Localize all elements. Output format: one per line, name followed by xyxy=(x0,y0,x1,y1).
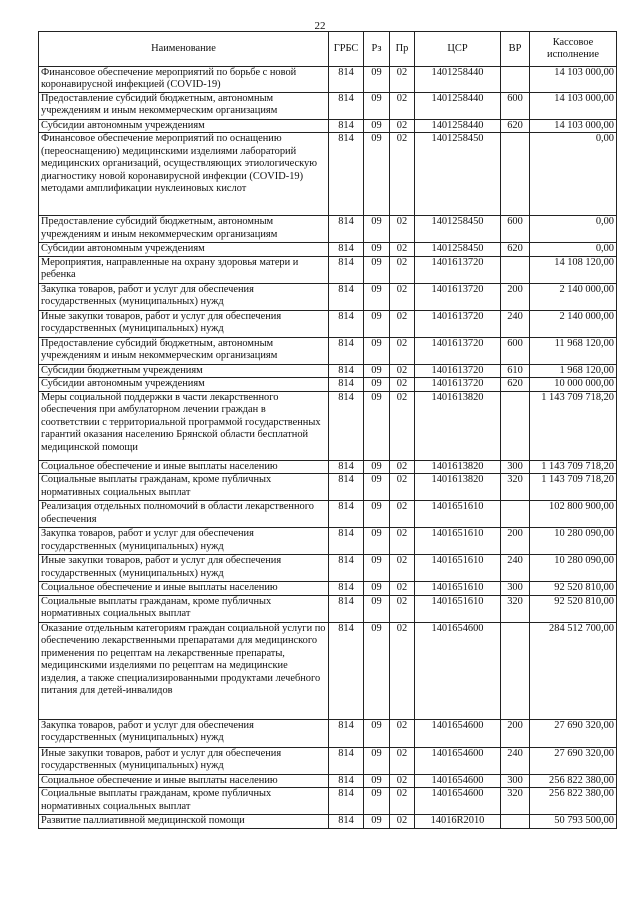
cell-grbs: 814 xyxy=(329,460,364,473)
page-number: 22 xyxy=(314,20,326,32)
cell-grbs: 814 xyxy=(329,133,364,216)
table-row xyxy=(39,120,617,133)
cell-name: Субсидии автономным учреждениям xyxy=(39,120,329,133)
cell-grbs: 814 xyxy=(329,337,364,364)
cell-rz: 09 xyxy=(364,364,390,377)
cell-vr xyxy=(501,391,530,460)
cell-csr: 1401258440 xyxy=(415,93,501,120)
cell-grbs: 814 xyxy=(329,120,364,133)
cell-vr: 620 xyxy=(501,243,530,256)
cell-grbs: 814 xyxy=(329,243,364,256)
cell-vr: 300 xyxy=(501,582,530,595)
cell-sum: 10 280 090,00 xyxy=(530,528,617,555)
cell-rz: 09 xyxy=(364,93,390,120)
cell-sum: 2 140 000,00 xyxy=(530,283,617,310)
cell-pr: 02 xyxy=(390,378,415,391)
cell-grbs: 814 xyxy=(329,216,364,243)
cell-rz: 09 xyxy=(364,595,390,622)
cell-grbs: 814 xyxy=(329,474,364,501)
cell-pr: 02 xyxy=(390,337,415,364)
cell-grbs: 814 xyxy=(329,582,364,595)
cell-name: Иные закупки товаров, работ и услуг для обеспечения государственных (муниципальных) нужд xyxy=(39,747,329,774)
cell-pr: 02 xyxy=(390,391,415,460)
cell-csr: 1401654600 xyxy=(415,788,501,815)
cell-rz: 09 xyxy=(364,67,390,93)
cell-rz: 09 xyxy=(364,815,390,828)
cell-pr: 02 xyxy=(390,120,415,133)
cell-name: Оказание отдельным категориям граждан социальной услуги по обеспечению лекарственными препаратами для медицинского применения по рецептам на лекарственные препараты, медицинскими изделиями по рецептам на медицинские изделия, а также специализированными продуктами лечебного питания для детей-инвалидов xyxy=(39,622,329,719)
table-row xyxy=(39,555,617,582)
table-row xyxy=(39,460,617,473)
cell-sum: 27 690 320,00 xyxy=(530,747,617,774)
cell-sum: 0,00 xyxy=(530,133,617,216)
cell-sum: 14 103 000,00 xyxy=(530,93,617,120)
cell-sum: 50 793 500,00 xyxy=(530,815,617,828)
cell-vr: 320 xyxy=(501,595,530,622)
table-row xyxy=(39,622,617,719)
cell-pr: 02 xyxy=(390,582,415,595)
table-row xyxy=(39,474,617,501)
cell-sum: 14 103 000,00 xyxy=(530,67,617,93)
cell-sum: 256 822 380,00 xyxy=(530,788,617,815)
cell-vr: 240 xyxy=(501,310,530,337)
cell-csr: 1401651610 xyxy=(415,555,501,582)
cell-grbs: 814 xyxy=(329,719,364,747)
cell-name: Финансовое обеспечение мероприятий по оснащению (переоснащению) медицинскими изделиями лабораторий медицинских организаций, осуществляющих этиологическую диагностику новой коронавирусной инфекции (COVID-19) методами амплификации нуклеиновых кислот xyxy=(39,133,329,216)
cell-pr: 02 xyxy=(390,474,415,501)
cell-csr: 1401654600 xyxy=(415,719,501,747)
cell-vr: 300 xyxy=(501,460,530,473)
cell-name: Развитие паллиативной медицинской помощи xyxy=(39,815,329,828)
cell-name: Закупка товаров, работ и услуг для обеспечения государственных (муниципальных) нужд xyxy=(39,528,329,555)
cell-csr: 1401613720 xyxy=(415,283,501,310)
cell-vr: 320 xyxy=(501,474,530,501)
header-sum: Кассовое исполнение xyxy=(530,32,617,67)
cell-rz: 09 xyxy=(364,747,390,774)
cell-name: Субсидии бюджетным учреждениям xyxy=(39,364,329,377)
cell-csr: 1401613720 xyxy=(415,310,501,337)
table-row xyxy=(39,528,617,555)
cell-name: Социальное обеспечение и иные выплаты населению xyxy=(39,774,329,787)
table-row xyxy=(39,67,617,93)
cell-name: Меры социальной поддержки в части лекарственного обеспечения при амбулаторном лечении граждан в соответствии с территориальной программой государственных гарантий оказания населению Брянской области бесплатной медицинской помощи xyxy=(39,391,329,460)
cell-grbs: 814 xyxy=(329,774,364,787)
cell-pr: 02 xyxy=(390,788,415,815)
cell-rz: 09 xyxy=(364,120,390,133)
cell-csr: 1401654600 xyxy=(415,622,501,719)
cell-name: Социальные выплаты гражданам, кроме публичных нормативных социальных выплат xyxy=(39,474,329,501)
cell-pr: 02 xyxy=(390,528,415,555)
table-row xyxy=(39,378,617,391)
cell-csr: 1401258450 xyxy=(415,216,501,243)
table-row xyxy=(39,216,617,243)
cell-vr: 200 xyxy=(501,719,530,747)
cell-pr: 02 xyxy=(390,256,415,283)
cell-name: Мероприятия, направленные на охрану здоровья матери и ребенка xyxy=(39,256,329,283)
table-row xyxy=(39,133,617,216)
table-row xyxy=(39,256,617,283)
cell-grbs: 814 xyxy=(329,528,364,555)
cell-vr: 600 xyxy=(501,93,530,120)
cell-sum: 256 822 380,00 xyxy=(530,774,617,787)
cell-vr xyxy=(501,133,530,216)
cell-csr: 1401651610 xyxy=(415,595,501,622)
cell-sum: 1 143 709 718,20 xyxy=(530,474,617,501)
cell-vr: 240 xyxy=(501,747,530,774)
cell-sum: 0,00 xyxy=(530,216,617,243)
cell-pr: 02 xyxy=(390,364,415,377)
cell-name: Предоставление субсидий бюджетным, автономным учреждениям и иным некоммерческим организациям xyxy=(39,337,329,364)
cell-name: Социальные выплаты гражданам, кроме публичных нормативных социальных выплат xyxy=(39,595,329,622)
table-row xyxy=(39,719,617,747)
cell-sum: 11 968 120,00 xyxy=(530,337,617,364)
cell-csr: 1401613720 xyxy=(415,378,501,391)
cell-csr: 14016R2010 xyxy=(415,815,501,828)
header-name: Наименование xyxy=(39,32,329,67)
cell-rz: 09 xyxy=(364,501,390,528)
table-row xyxy=(39,364,617,377)
cell-vr xyxy=(501,67,530,93)
cell-rz: 09 xyxy=(364,582,390,595)
table-row xyxy=(39,774,617,787)
cell-pr: 02 xyxy=(390,747,415,774)
table-row xyxy=(39,310,617,337)
cell-grbs: 814 xyxy=(329,815,364,828)
cell-pr: 02 xyxy=(390,283,415,310)
cell-name: Закупка товаров, работ и услуг для обеспечения государственных (муниципальных) нужд xyxy=(39,283,329,310)
cell-grbs: 814 xyxy=(329,595,364,622)
cell-name: Иные закупки товаров, работ и услуг для обеспечения государственных (муниципальных) нужд xyxy=(39,310,329,337)
cell-rz: 09 xyxy=(364,528,390,555)
cell-vr: 620 xyxy=(501,120,530,133)
header-csr: ЦСР xyxy=(415,32,501,67)
cell-sum: 14 103 000,00 xyxy=(530,120,617,133)
cell-name: Социальное обеспечение и иные выплаты населению xyxy=(39,460,329,473)
cell-name: Закупка товаров, работ и услуг для обеспечения государственных (муниципальных) нужд xyxy=(39,719,329,747)
cell-pr: 02 xyxy=(390,460,415,473)
cell-rz: 09 xyxy=(364,622,390,719)
cell-vr: 200 xyxy=(501,283,530,310)
cell-rz: 09 xyxy=(364,216,390,243)
cell-csr: 1401654600 xyxy=(415,774,501,787)
cell-vr: 200 xyxy=(501,528,530,555)
cell-grbs: 814 xyxy=(329,310,364,337)
cell-vr: 600 xyxy=(501,216,530,243)
cell-rz: 09 xyxy=(364,774,390,787)
table-row xyxy=(39,337,617,364)
cell-vr: 240 xyxy=(501,555,530,582)
cell-rz: 09 xyxy=(364,391,390,460)
cell-rz: 09 xyxy=(364,460,390,473)
cell-pr: 02 xyxy=(390,555,415,582)
table-row xyxy=(39,501,617,528)
cell-rz: 09 xyxy=(364,283,390,310)
cell-name: Социальные выплаты гражданам, кроме публичных нормативных социальных выплат xyxy=(39,788,329,815)
cell-pr: 02 xyxy=(390,243,415,256)
cell-vr: 320 xyxy=(501,788,530,815)
cell-name: Предоставление субсидий бюджетным, автономным учреждениям и иным некоммерческим организациям xyxy=(39,93,329,120)
cell-csr: 1401258450 xyxy=(415,243,501,256)
cell-pr: 02 xyxy=(390,815,415,828)
cell-vr xyxy=(501,815,530,828)
header-pr: Пр xyxy=(390,32,415,67)
cell-vr xyxy=(501,256,530,283)
cell-vr xyxy=(501,622,530,719)
cell-pr: 02 xyxy=(390,310,415,337)
cell-name: Иные закупки товаров, работ и услуг для обеспечения государственных (муниципальных) нужд xyxy=(39,555,329,582)
cell-pr: 02 xyxy=(390,216,415,243)
cell-rz: 09 xyxy=(364,133,390,216)
cell-csr: 1401651610 xyxy=(415,528,501,555)
cell-grbs: 814 xyxy=(329,747,364,774)
cell-rz: 09 xyxy=(364,555,390,582)
cell-grbs: 814 xyxy=(329,93,364,120)
cell-csr: 1401613820 xyxy=(415,391,501,460)
budget-table xyxy=(38,31,617,829)
cell-name: Субсидии автономным учреждениям xyxy=(39,243,329,256)
cell-sum: 10 000 000,00 xyxy=(530,378,617,391)
cell-csr: 1401258440 xyxy=(415,67,501,93)
cell-pr: 02 xyxy=(390,595,415,622)
cell-sum: 1 143 709 718,20 xyxy=(530,391,617,460)
cell-grbs: 814 xyxy=(329,788,364,815)
cell-csr: 1401613820 xyxy=(415,474,501,501)
cell-sum: 2 140 000,00 xyxy=(530,310,617,337)
cell-sum: 1 968 120,00 xyxy=(530,364,617,377)
table-row xyxy=(39,391,617,460)
cell-name: Финансовое обеспечение мероприятий по борьбе с новой коронавирусной инфекцией (COVID-19) xyxy=(39,67,329,93)
table-row xyxy=(39,747,617,774)
header-rz: Рз xyxy=(364,32,390,67)
cell-vr: 600 xyxy=(501,337,530,364)
cell-csr: 1401613720 xyxy=(415,256,501,283)
cell-grbs: 814 xyxy=(329,378,364,391)
cell-csr: 1401651610 xyxy=(415,501,501,528)
table-row xyxy=(39,788,617,815)
cell-grbs: 814 xyxy=(329,256,364,283)
cell-grbs: 814 xyxy=(329,622,364,719)
cell-sum: 14 108 120,00 xyxy=(530,256,617,283)
cell-name: Предоставление субсидий бюджетным, автономным учреждениям и иным некоммерческим организациям xyxy=(39,216,329,243)
cell-rz: 09 xyxy=(364,337,390,364)
table-header-row xyxy=(39,32,617,67)
cell-name: Социальное обеспечение и иные выплаты населению xyxy=(39,582,329,595)
cell-sum: 102 800 900,00 xyxy=(530,501,617,528)
cell-csr: 1401613720 xyxy=(415,337,501,364)
table-row xyxy=(39,93,617,120)
cell-sum: 10 280 090,00 xyxy=(530,555,617,582)
cell-csr: 1401613720 xyxy=(415,364,501,377)
cell-sum: 92 520 810,00 xyxy=(530,595,617,622)
cell-pr: 02 xyxy=(390,719,415,747)
header-grbs: ГРБС xyxy=(329,32,364,67)
cell-rz: 09 xyxy=(364,719,390,747)
table-row xyxy=(39,283,617,310)
header-vr: ВР xyxy=(501,32,530,67)
cell-vr xyxy=(501,501,530,528)
cell-sum: 27 690 320,00 xyxy=(530,719,617,747)
cell-rz: 09 xyxy=(364,310,390,337)
table-body xyxy=(39,67,617,829)
cell-rz: 09 xyxy=(364,243,390,256)
cell-grbs: 814 xyxy=(329,555,364,582)
cell-sum: 284 512 700,00 xyxy=(530,622,617,719)
cell-sum: 1 143 709 718,20 xyxy=(530,460,617,473)
cell-grbs: 814 xyxy=(329,364,364,377)
cell-grbs: 814 xyxy=(329,501,364,528)
cell-name: Субсидии автономным учреждениям xyxy=(39,378,329,391)
cell-vr: 620 xyxy=(501,378,530,391)
table-row xyxy=(39,815,617,828)
cell-grbs: 814 xyxy=(329,391,364,460)
cell-pr: 02 xyxy=(390,93,415,120)
cell-pr: 02 xyxy=(390,622,415,719)
cell-pr: 02 xyxy=(390,67,415,93)
table-row xyxy=(39,582,617,595)
cell-pr: 02 xyxy=(390,501,415,528)
cell-csr: 1401654600 xyxy=(415,747,501,774)
cell-csr: 1401258440 xyxy=(415,120,501,133)
cell-vr: 300 xyxy=(501,774,530,787)
cell-rz: 09 xyxy=(364,378,390,391)
cell-csr: 1401651610 xyxy=(415,582,501,595)
cell-csr: 1401258450 xyxy=(415,133,501,216)
cell-rz: 09 xyxy=(364,474,390,501)
cell-csr: 1401613820 xyxy=(415,460,501,473)
cell-grbs: 814 xyxy=(329,283,364,310)
table-row xyxy=(39,595,617,622)
table-row xyxy=(39,243,617,256)
cell-grbs: 814 xyxy=(329,67,364,93)
cell-sum: 92 520 810,00 xyxy=(530,582,617,595)
cell-name: Реализация отдельных полномочий в области лекарственного обеспечения xyxy=(39,501,329,528)
cell-sum: 0,00 xyxy=(530,243,617,256)
cell-pr: 02 xyxy=(390,133,415,216)
cell-rz: 09 xyxy=(364,788,390,815)
cell-rz: 09 xyxy=(364,256,390,283)
cell-pr: 02 xyxy=(390,774,415,787)
cell-vr: 610 xyxy=(501,364,530,377)
